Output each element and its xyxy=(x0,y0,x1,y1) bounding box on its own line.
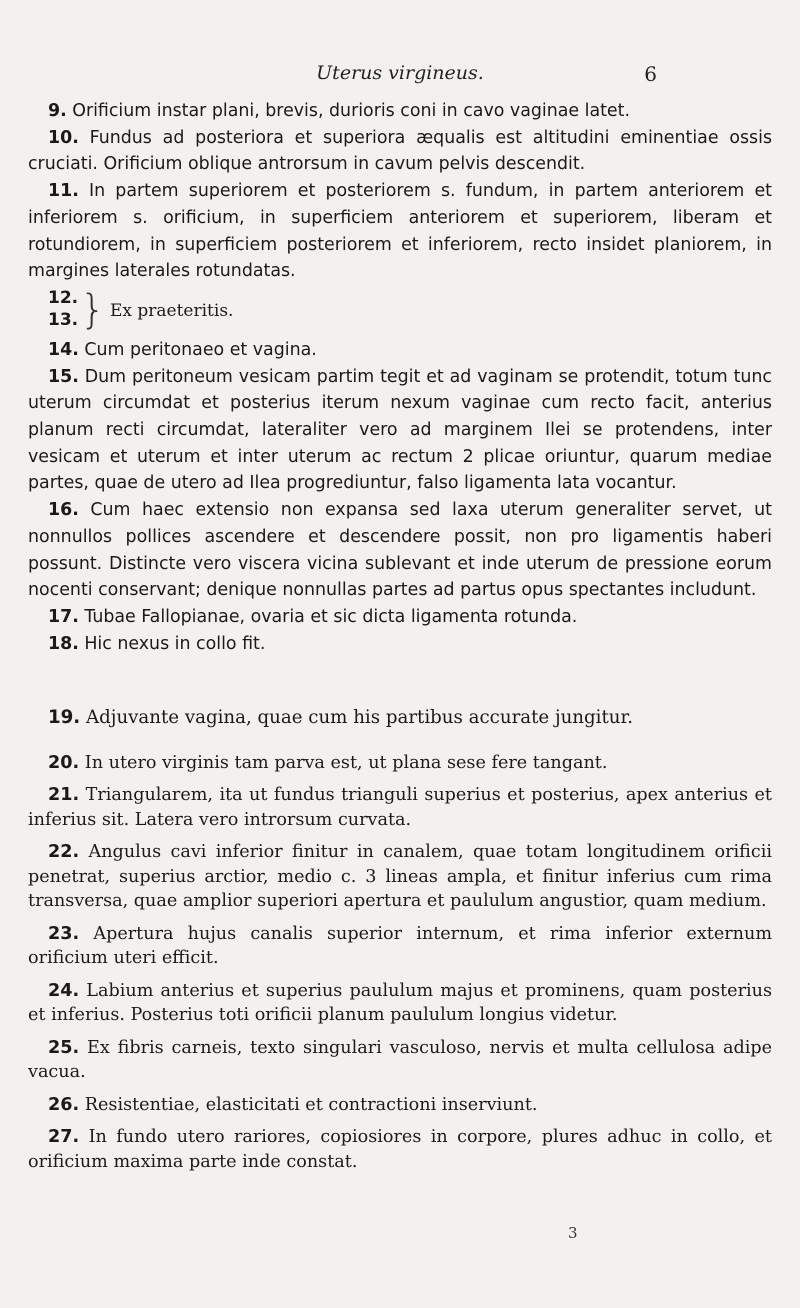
paragraph-21: 21. Triangularem, ita ut fundus trianguli superius et posterius, apex anterius et inferius sit. Latera vero introrsum curvata. xyxy=(28,785,772,830)
paragraph-18: 18. Hic nexus in collo fit. xyxy=(48,633,266,654)
paragraph-10: 10. Fundus ad posteriora et superiora æqualis est altitudini eminentiae ossis cruciati. Orificium oblique antrorsum in cavum pelvis descendit. xyxy=(28,127,773,175)
running-title: Uterus virgineus. xyxy=(316,62,484,84)
paragraph-17: 17. Tubae Fallopianae, ovaria et sic dicta ligamenta rotunda. xyxy=(48,606,578,627)
page-header xyxy=(0,62,800,92)
paragraph-22: 22. Angulus cavi inferior finitur in canalem, quae totam longitudinem orificii penetrat, superius arctior, medio c. 3 lineas ampla, et finitur inferius cum rima transversa, quae amplior superiori apertura et paululum angustior, quam medium. xyxy=(28,842,773,911)
paragraph-9: 9. Orificium instar plani, brevis, durioris coni in cavo vaginae latet. xyxy=(48,101,630,121)
paragraph-11: 11. In partem superiorem et posteriorem s. fundum, in partem anteriorem et inferiorem s. orificium, in superficiem anteriorem et superiorem, liberam et rotundiorem, in superficiem posteriorem et inferiorem, recto insidet planiorem, in margines laterales rotundatas. xyxy=(28,181,772,282)
signature-mark: 3 xyxy=(568,1224,578,1242)
paragraph-27: 27. In fundo utero rariores, copiosiores in corpore, plures adhuc in collo, et orificium maxima parte inde constat. xyxy=(28,1127,773,1172)
paragraph-15: 15. Dum peritoneum vesicam partim tegit et ad vaginam se protendit, totum tunc uterum circumdat et posterius iterum nexum vaginae cum recto facit, anterius planum recti circumdat, lateraliter vero ad marginem Ilei se protendens, inter vesicam et uterum et inter uterum ac rectum 2 plicae oriuntur, quarum mediae partes, quae de utero ad Ilea progrediuntur, falso ligamenta lata vocantur. xyxy=(28,366,772,494)
bracket-numbers: 12. 13. xyxy=(48,287,79,330)
paragraph-20: 20. In utero virginis tam parva est, ut plana sese fere tangant. xyxy=(48,752,608,773)
paragraph-16: 16. Cum haec extensio non expansa sed laxa uterum generaliter servet, ut nonnullos pollices ascendere et descendere possit, non pro ligamentis haberi possunt. Distincte vero viscera vicina sublevant et inde uterum de pressione eorum nocenti conservant; denique nonnullas partes ad partus opus spectantes includunt. xyxy=(28,500,772,601)
folio-number: 6 xyxy=(644,62,657,86)
brace-icon: } xyxy=(80,286,106,333)
paragraph-24: 24. Labium anterius et superius paululum majus et prominens, quam posterius et inferius. Posterius toti orificii planum paululum longius videtur. xyxy=(28,980,772,1025)
text-block-lower xyxy=(28,706,772,1182)
paragraph-14: 14. Cum peritonaeo et vagina. xyxy=(48,339,317,360)
text-block-upper xyxy=(28,98,772,657)
paragraph-23: 23. Apertura hujus canalis superior internum, et rima inferior externum orificium uteri efficit. xyxy=(28,923,772,968)
bracket-12-13 xyxy=(28,285,772,337)
bracket-text: Ex praeteritis. xyxy=(110,300,234,321)
paragraph-19: 19. Adjuvante vagina, quae cum his partibus accurate jungitur. xyxy=(48,707,633,728)
paragraph-25: 25. Ex fibris carneis, texto singulari vasculoso, nervis et multa cellulosa adipe vacua. xyxy=(28,1037,773,1082)
paragraph-26: 26. Resistentiae, elasticitati et contractioni inserviunt. xyxy=(48,1094,538,1115)
